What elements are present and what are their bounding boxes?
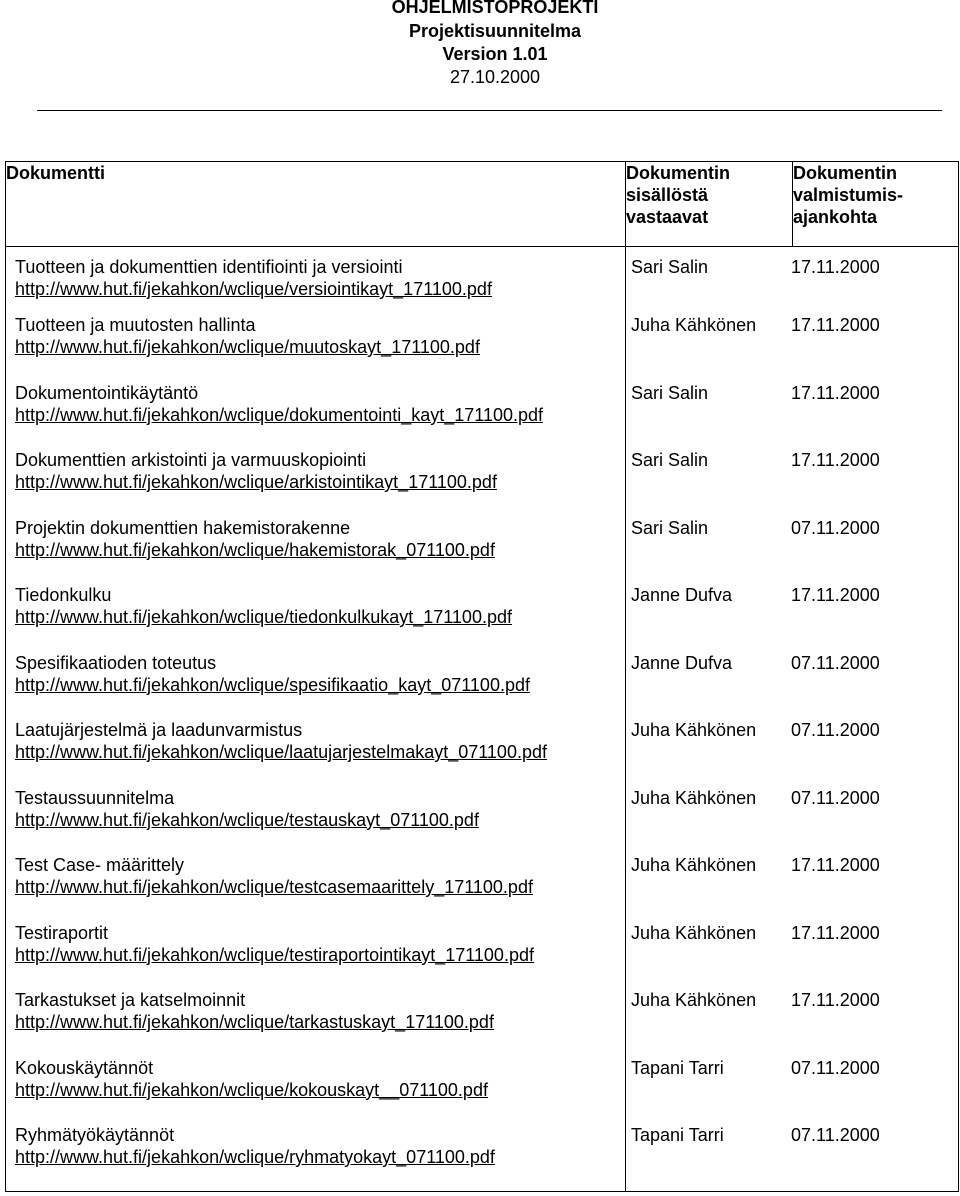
document-name: Testaussuunnitelma: [15, 787, 175, 808]
table-row: [6, 854, 959, 922]
table-row: [6, 719, 959, 787]
header-rule: [37, 110, 942, 111]
document-link[interactable]: http://www.hut.fi/jekahkon/wclique/ryhmatyokayt_071100.pdf: [15, 1147, 495, 1167]
document-link[interactable]: http://www.hut.fi/jekahkon/wclique/tiedonkulkukayt_171100.pdf: [15, 607, 512, 627]
document-link[interactable]: http://www.hut.fi/jekahkon/wclique/versiointikayt_171100.pdf: [15, 279, 492, 299]
table-row: [6, 1124, 959, 1192]
document-name: Test Case- määrittely: [15, 855, 185, 875]
table-row: [6, 314, 959, 382]
completion-date: 17.11.2000: [791, 257, 880, 277]
document-cell: [6, 787, 626, 855]
document-cell: [6, 1124, 626, 1192]
owner-cell: [626, 1124, 959, 1192]
completion-date: 07.11.2000: [791, 720, 880, 740]
completion-date: 17.11.2000: [791, 315, 880, 335]
completion-date: 07.11.2000: [791, 1057, 880, 1078]
column-header-owner: [626, 162, 793, 247]
owner-cell: [626, 517, 959, 585]
owner-cell: [626, 247, 959, 315]
completion-date: 17.11.2000: [791, 922, 880, 943]
table-header-row: [6, 162, 959, 247]
header-version: Version 1.01: [442, 44, 548, 64]
document-cell: [6, 719, 626, 787]
document-link[interactable]: http://www.hut.fi/jekahkon/wclique/laatujarjestelmakayt_071100.pdf: [15, 742, 547, 762]
table-row: [6, 382, 959, 450]
completion-date: 17.11.2000: [791, 855, 880, 875]
column-header-date: [793, 162, 959, 247]
completion-date: 17.11.2000: [791, 382, 880, 403]
owner-cell: [626, 922, 959, 990]
header-date: 27.10.2000: [449, 67, 541, 87]
owner-name: Sari Salin: [631, 257, 709, 277]
document-cell: [6, 382, 626, 450]
owner-cell: [626, 719, 959, 787]
completion-date: 07.11.2000: [791, 652, 880, 673]
header-doc-title: Projektisuunnitelma: [408, 21, 582, 41]
document-name: Projektin dokumenttien hakemistorakenne: [15, 517, 351, 538]
document-cell: [6, 652, 626, 720]
document-link[interactable]: http://www.hut.fi/jekahkon/wclique/spesifikaatio_kayt_071100.pdf: [15, 674, 530, 695]
table-row: [6, 1057, 959, 1125]
table-row: [6, 449, 959, 517]
document-link[interactable]: http://www.hut.fi/jekahkon/wclique/arkistointikayt_171100.pdf: [15, 472, 497, 492]
document-link[interactable]: http://www.hut.fi/jekahkon/wclique/testcasemaarittely_171100.pdf: [15, 877, 533, 897]
table-row: [6, 247, 959, 315]
document-cell: [6, 247, 626, 315]
owner-name: Tapani Tarri: [631, 1057, 724, 1078]
document-cell: [6, 1057, 626, 1125]
column-header-owner-label: Dokumentin sisällöstä vastaavat: [626, 163, 731, 227]
owner-cell: [626, 989, 959, 1057]
document-link[interactable]: http://www.hut.fi/jekahkon/wclique/dokumentointi_kayt_171100.pdf: [15, 404, 543, 425]
completion-date: 17.11.2000: [791, 990, 880, 1010]
owner-cell: [626, 314, 959, 382]
owner-cell: [626, 652, 959, 720]
owner-cell: [626, 382, 959, 450]
document-cell: [6, 854, 626, 922]
column-header-date-label: Dokumentin valmistumis-ajankohta: [793, 163, 904, 227]
document-link[interactable]: http://www.hut.fi/jekahkon/wclique/testiraportointikayt_171100.pdf: [15, 944, 534, 965]
document-cell: [6, 922, 626, 990]
table-row: [6, 517, 959, 585]
column-header-document: Dokumentti: [6, 162, 626, 247]
document-name: Tuotteen ja dokumenttien identifiointi ja versiointi: [15, 257, 403, 277]
document-name: Tarkastukset ja katselmoinnit: [15, 990, 246, 1010]
owner-cell: [626, 787, 959, 855]
document-link[interactable]: http://www.hut.fi/jekahkon/wclique/hakemistorak_071100.pdf: [15, 539, 495, 560]
completion-date: 07.11.2000: [791, 787, 880, 808]
owner-name: Juha Kähkönen: [631, 922, 757, 943]
document-link[interactable]: http://www.hut.fi/jekahkon/wclique/testauskayt_071100.pdf: [15, 809, 479, 830]
completion-date: 07.11.2000: [791, 1125, 880, 1145]
owner-name: Sari Salin: [631, 450, 709, 470]
completion-date: 17.11.2000: [791, 585, 880, 605]
header-project: OHJELMISTOPROJEKTI: [391, 0, 599, 17]
document-name: Dokumenttien arkistointi ja varmuuskopiointi: [15, 450, 367, 470]
owner-name: Juha Kähkönen: [631, 855, 757, 875]
completion-date: 17.11.2000: [791, 450, 880, 470]
document-link[interactable]: http://www.hut.fi/jekahkon/wclique/muutoskayt_171100.pdf: [15, 337, 480, 357]
document-link[interactable]: http://www.hut.fi/jekahkon/wclique/kokouskayt__071100.pdf: [15, 1079, 488, 1100]
owner-name: Juha Kähkönen: [631, 720, 757, 740]
document-name: Dokumentointikäytäntö: [15, 382, 199, 403]
table-row: [6, 989, 959, 1057]
document-name: Testiraportit: [15, 922, 109, 943]
document-cell: [6, 314, 626, 382]
document-cell: [6, 449, 626, 517]
document-name: Kokouskäytännöt: [15, 1057, 154, 1078]
table-row: [6, 584, 959, 652]
document-name: Spesifikaatioden toteutus: [15, 652, 217, 673]
document-link[interactable]: http://www.hut.fi/jekahkon/wclique/tarkastuskayt_171100.pdf: [15, 1012, 494, 1032]
document-name: Ryhmätyökäytännöt: [15, 1125, 175, 1145]
document-name: Tuotteen ja muutosten hallinta: [15, 315, 256, 335]
owner-cell: [626, 449, 959, 517]
owner-name: Janne Dufva: [631, 585, 733, 605]
owner-cell: [626, 854, 959, 922]
table-row: [6, 787, 959, 855]
document-cell: [6, 517, 626, 585]
owner-name: Sari Salin: [631, 382, 709, 403]
owner-name: Janne Dufva: [631, 652, 733, 673]
document-name: Laatujärjestelmä ja laadunvarmistus: [15, 720, 303, 740]
owner-cell: [626, 584, 959, 652]
owner-name: Juha Kähkönen: [631, 990, 757, 1010]
table-row: [6, 652, 959, 720]
document-cell: [6, 989, 626, 1057]
owner-name: Sari Salin: [631, 517, 709, 538]
owner-name: Juha Kähkönen: [631, 787, 757, 808]
owner-name: Tapani Tarri: [631, 1125, 724, 1145]
owner-cell: [626, 1057, 959, 1125]
completion-date: 07.11.2000: [791, 517, 880, 538]
document-table: [5, 161, 959, 1192]
document-cell: [6, 584, 626, 652]
table-row: [6, 922, 959, 990]
owner-name: Juha Kähkönen: [631, 315, 757, 335]
document-name: Tiedonkulku: [15, 585, 112, 605]
